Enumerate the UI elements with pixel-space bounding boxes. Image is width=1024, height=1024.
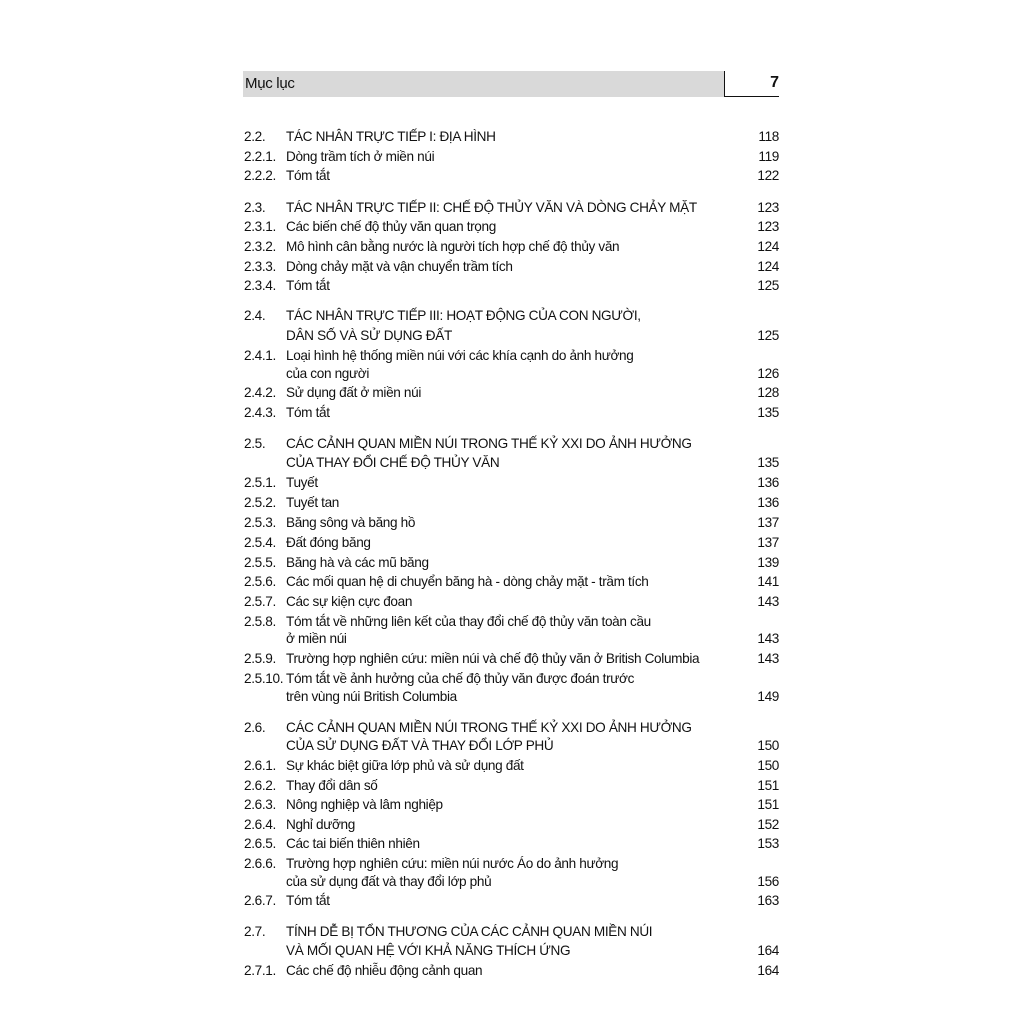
toc-row bbox=[244, 629, 780, 649]
toc-section-number: 2.5.2. bbox=[244, 495, 276, 510]
toc-row bbox=[244, 147, 780, 167]
toc-section-title: Tuyết bbox=[286, 475, 318, 490]
toc-row bbox=[244, 237, 780, 257]
toc-section-title: Tuyết tan bbox=[286, 495, 340, 510]
toc-section-number: 2.6.4. bbox=[244, 817, 276, 832]
header-title: Mục lục bbox=[245, 75, 295, 92]
toc-section-title: CÁC CẢNH QUAN MIỀN NÚI TRONG THẾ KỶ XXI DO ẢNH HƯỞNG bbox=[286, 436, 692, 451]
page-number: 7 bbox=[770, 74, 779, 91]
toc-section-title: CỦA SỬ DỤNG ĐẤT VÀ THAY ĐỔI LỚP PHỦ bbox=[286, 738, 554, 753]
toc-row bbox=[244, 718, 780, 738]
toc-page-number: 164 bbox=[757, 963, 779, 978]
toc-section-number: 2.4. bbox=[244, 308, 266, 323]
toc-row bbox=[244, 127, 780, 147]
toc-section-title: TÍNH DỄ BỊ TỔN THƯƠNG CỦA CÁC CẢNH QUAN MIỀN NÚI bbox=[286, 924, 653, 939]
toc-row bbox=[244, 592, 780, 612]
toc-section-number: 2.2.1. bbox=[244, 149, 276, 164]
toc-section-number: 2.4.3. bbox=[244, 405, 276, 420]
toc-page-number: 151 bbox=[757, 797, 779, 812]
toc-page-number: 118 bbox=[758, 129, 779, 144]
toc-page-number: 137 bbox=[757, 515, 779, 530]
toc-section-number: 2.5.8. bbox=[244, 614, 276, 629]
toc-section-number: 2.6.7. bbox=[244, 893, 276, 908]
toc-row bbox=[244, 364, 780, 384]
header-bar bbox=[243, 71, 724, 97]
toc-section-title: Tóm tắt bbox=[286, 405, 330, 420]
toc-section-title: Tóm tắt bbox=[286, 893, 330, 908]
toc-section-title: CÁC CẢNH QUAN MIỀN NÚI TRONG THẾ KỶ XXI DO ẢNH HƯỞNG bbox=[286, 720, 692, 735]
toc-section-number: 2.7.1. bbox=[244, 963, 276, 978]
toc-page-number: 143 bbox=[757, 594, 779, 609]
toc-page-number: 119 bbox=[758, 149, 779, 164]
toc-row bbox=[244, 872, 780, 892]
toc-section-number: 2.6.5. bbox=[244, 836, 276, 851]
toc-section-title: Thay đổi dân số bbox=[286, 778, 378, 793]
toc-row bbox=[244, 217, 780, 237]
toc-section-number: 2.5. bbox=[244, 436, 266, 451]
toc-section-number: 2.6. bbox=[244, 720, 266, 735]
toc-section-title: Băng sông và băng hồ bbox=[286, 515, 416, 530]
toc-row bbox=[244, 493, 780, 513]
toc-page-number: 135 bbox=[757, 405, 779, 420]
toc-row bbox=[244, 257, 780, 277]
toc-section-title: TÁC NHÂN TRỰC TIẾP II: CHẾ ĐỘ THỦY VĂN VÀ DÒNG CHẢY MẶT bbox=[286, 200, 697, 215]
toc-page-number: 135 bbox=[757, 455, 779, 470]
toc-section-title: TÁC NHÂN TRỰC TIẾP I: ĐỊA HÌNH bbox=[286, 129, 496, 144]
toc-section-number: 2.5.10. bbox=[244, 671, 284, 686]
toc-page-number: 152 bbox=[757, 817, 779, 832]
toc-section-title: Các chế độ nhiễu động cảnh quan bbox=[286, 963, 483, 978]
toc-section-title: của sử dụng đất và thay đổi lớp phủ bbox=[286, 874, 492, 889]
toc-section-number: 2.6.6. bbox=[244, 856, 276, 871]
toc-row bbox=[244, 795, 780, 815]
toc-row bbox=[244, 434, 780, 454]
toc-page-number: 137 bbox=[757, 535, 779, 550]
toc-section-title: Trường hợp nghiên cứu: miền núi nước Áo do ảnh hưởng bbox=[286, 856, 619, 871]
toc-page-number: 156 bbox=[757, 874, 779, 889]
toc-page-number: 163 bbox=[757, 893, 779, 908]
toc-section-title: CỦA THAY ĐỔI CHẾ ĐỘ THỦY VĂN bbox=[286, 455, 500, 470]
toc-page-number: 136 bbox=[757, 495, 779, 510]
toc-section-number: 2.4.2. bbox=[244, 385, 276, 400]
toc-section-number: 2.3.1. bbox=[244, 219, 276, 234]
toc-section-title: Mô hình cân bằng nước là người tích hợp chế độ thủy văn bbox=[286, 239, 620, 254]
toc-section-title: Tóm tắt về những liên kết của thay đổi chế độ thủy văn toàn cầu bbox=[286, 614, 651, 629]
toc-row bbox=[244, 687, 780, 707]
toc-row bbox=[244, 815, 780, 835]
toc-section-number: 2.6.3. bbox=[244, 797, 276, 812]
toc-section-number: 2.4.1. bbox=[244, 348, 276, 363]
toc-section-number: 2.5.4. bbox=[244, 535, 276, 550]
toc-section-number: 2.5.7. bbox=[244, 594, 276, 609]
toc-section-title: Loại hình hệ thống miền núi với các khía cạnh do ảnh hưởng bbox=[286, 348, 634, 363]
toc-row bbox=[244, 669, 780, 689]
toc-row bbox=[244, 941, 780, 961]
toc-row bbox=[244, 854, 780, 874]
header-underline bbox=[724, 96, 779, 97]
toc-page-number: 151 bbox=[757, 778, 779, 793]
toc-row bbox=[244, 756, 780, 776]
toc-section-title: Băng hà và các mũ băng bbox=[286, 555, 429, 570]
toc-section-number: 2.3.4. bbox=[244, 278, 276, 293]
toc-section-title: Các mối quan hệ di chuyển băng hà - dòng chảy mặt - trầm tích bbox=[286, 574, 649, 589]
toc-row bbox=[244, 649, 780, 669]
toc-row bbox=[244, 453, 780, 473]
toc-section-title: ở miền núi bbox=[286, 631, 347, 646]
toc-row bbox=[244, 553, 780, 573]
toc-section-title: VÀ MỐI QUAN HỆ VỚI KHẢ NĂNG THÍCH ỨNG bbox=[286, 943, 571, 958]
toc-row bbox=[244, 834, 780, 854]
toc-row bbox=[244, 533, 780, 553]
toc-row bbox=[244, 306, 780, 326]
toc-section-number: 2.5.5. bbox=[244, 555, 276, 570]
toc-section-title: Tóm tắt bbox=[286, 278, 330, 293]
toc-page-number: 143 bbox=[757, 651, 779, 666]
toc-section-title: Sự khác biệt giữa lớp phủ và sử dụng đất bbox=[286, 758, 524, 773]
toc-page-number: 150 bbox=[757, 758, 779, 773]
toc-page-number: 149 bbox=[757, 689, 779, 704]
toc-page-number: 125 bbox=[757, 328, 779, 343]
toc-row bbox=[244, 922, 780, 942]
toc-section-title: Nghỉ dưỡng bbox=[286, 817, 355, 832]
toc-row bbox=[244, 473, 780, 493]
toc-page-number: 124 bbox=[757, 239, 779, 254]
toc-row bbox=[244, 961, 780, 981]
toc-section-title: Đất đóng băng bbox=[286, 535, 371, 550]
toc-page-number: 141 bbox=[757, 574, 779, 589]
toc-section-title: TÁC NHÂN TRỰC TIẾP III: HOẠT ĐỘNG CỦA CON NGƯỜI, bbox=[286, 308, 641, 323]
toc-section-number: 2.6.1. bbox=[244, 758, 276, 773]
toc-section-number: 2.6.2. bbox=[244, 778, 276, 793]
toc-page-number: 150 bbox=[757, 738, 779, 753]
toc-section-title: Sử dụng đất ở miền núi bbox=[286, 385, 422, 400]
toc-section-title: Các biến chế độ thủy văn quan trọng bbox=[286, 219, 496, 234]
toc-page-number: 126 bbox=[757, 366, 779, 381]
toc-row bbox=[244, 276, 780, 296]
toc-row bbox=[244, 383, 780, 403]
toc-page-number: 136 bbox=[757, 475, 779, 490]
toc-row bbox=[244, 346, 780, 366]
toc-page-number: 139 bbox=[757, 555, 779, 570]
page-header bbox=[243, 71, 779, 97]
toc-section-number: 2.5.9. bbox=[244, 651, 276, 666]
toc-page-number: 123 bbox=[757, 219, 779, 234]
toc-section-title: Tóm tắt bbox=[286, 168, 330, 183]
toc-section-number: 2.5.1. bbox=[244, 475, 276, 490]
toc-section-title: Các tai biến thiên nhiên bbox=[286, 836, 420, 851]
toc-page-number: 143 bbox=[757, 631, 779, 646]
header-divider bbox=[724, 71, 725, 97]
toc-page-number: 125 bbox=[757, 278, 779, 293]
toc-row bbox=[244, 572, 780, 592]
toc-section-number: 2.5.6. bbox=[244, 574, 276, 589]
toc-section-title: của con người bbox=[286, 366, 369, 381]
toc-section-title: Nông nghiệp và lâm nghiệp bbox=[286, 797, 443, 812]
toc-section-number: 2.2. bbox=[244, 129, 266, 144]
toc-page-number: 123 bbox=[757, 200, 779, 215]
toc-section-title: Dòng chảy mặt và vận chuyển trầm tích bbox=[286, 259, 513, 274]
toc-row bbox=[244, 403, 780, 423]
toc-section-title: Dòng trầm tích ở miền núi bbox=[286, 149, 435, 164]
toc-section-title: trên vùng núi British Columbia bbox=[286, 689, 457, 704]
toc-section-number: 2.2.2. bbox=[244, 168, 276, 183]
toc-row bbox=[244, 776, 780, 796]
toc-row bbox=[244, 166, 780, 186]
toc-row bbox=[244, 198, 780, 218]
toc-section-number: 2.7. bbox=[244, 924, 266, 939]
toc-section-title: Trường hợp nghiên cứu: miền núi và chế độ thủy văn ở British Columbia bbox=[286, 651, 700, 666]
toc-section-title: Tóm tắt về ảnh hưởng của chế độ thủy văn được đoán trước bbox=[286, 671, 635, 686]
toc-page-number: 164 bbox=[757, 943, 779, 958]
toc-page-number: 122 bbox=[757, 168, 779, 183]
toc-page-number: 128 bbox=[757, 385, 779, 400]
toc-page-number: 153 bbox=[757, 836, 779, 851]
toc-page-number: 124 bbox=[757, 259, 779, 274]
toc-section-title: Các sự kiện cực đoan bbox=[286, 594, 413, 609]
toc-row bbox=[244, 513, 780, 533]
toc-section-number: 2.3.2. bbox=[244, 239, 276, 254]
toc-row bbox=[244, 736, 780, 756]
toc-row bbox=[244, 326, 780, 346]
toc-section-number: 2.3. bbox=[244, 200, 266, 215]
toc-section-number: 2.3.3. bbox=[244, 259, 276, 274]
toc-row bbox=[244, 891, 780, 911]
toc-section-number: 2.5.3. bbox=[244, 515, 276, 530]
toc-section-title: DÂN SỐ VÀ SỬ DỤNG ĐẤT bbox=[286, 328, 452, 343]
